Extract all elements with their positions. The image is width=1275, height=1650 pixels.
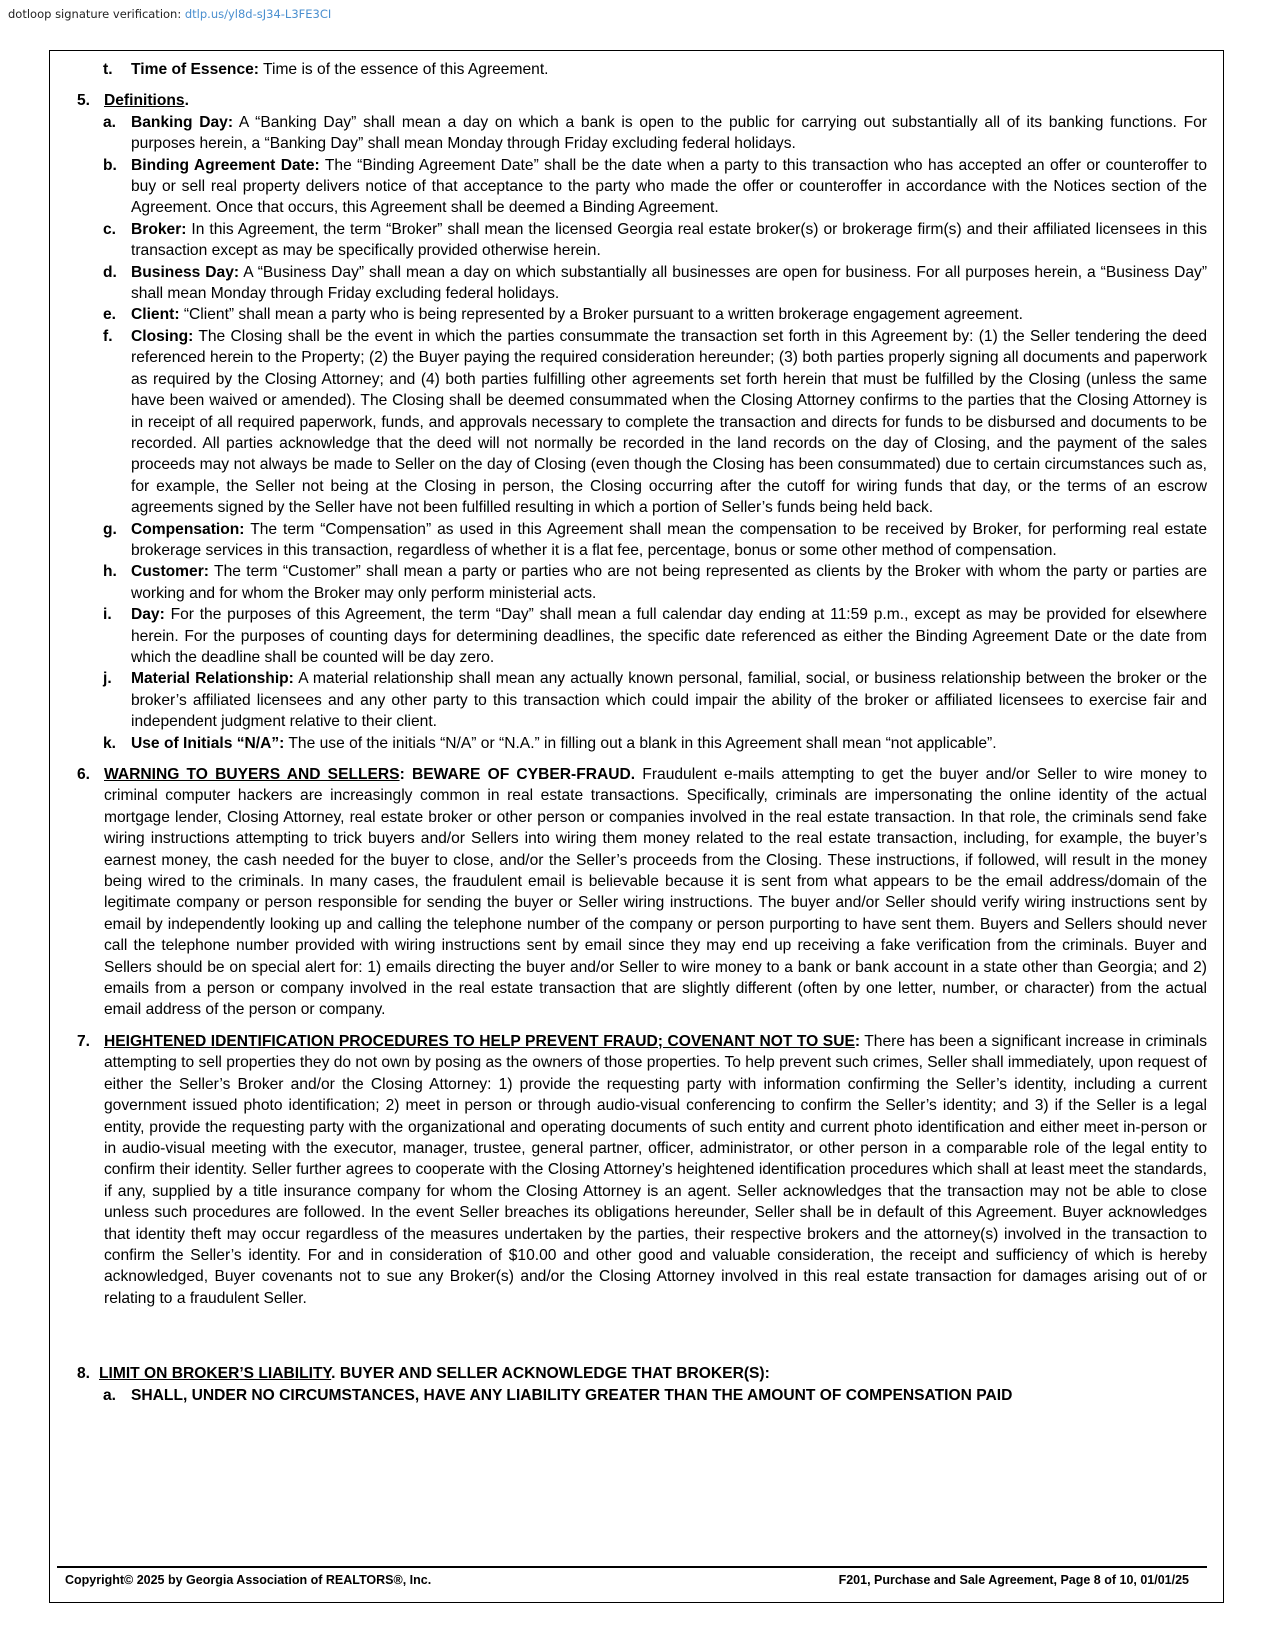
definition-text xyxy=(131,219,1207,262)
definition-item xyxy=(57,604,1207,668)
definition-label: d. xyxy=(103,263,117,281)
footer-form-info: F201, Purchase and Sale Agreement, Page 8 of 10, 01/01/25 xyxy=(838,1573,1189,1587)
clause-label: t. xyxy=(103,61,113,78)
section-heading-underlined: WARNING TO BUYERS AND SELLERS xyxy=(104,766,400,783)
clause-text xyxy=(131,59,1207,80)
definition-item xyxy=(57,668,1207,732)
definition-text xyxy=(131,326,1207,519)
section-heading-rest: : BEWARE OF CYBER-FRAUD. xyxy=(399,766,636,783)
section-number: 6. xyxy=(77,766,91,783)
section-7-heightened-identification xyxy=(57,1031,1207,1309)
clause-t xyxy=(57,59,1207,80)
definition-term: Broker: xyxy=(131,220,187,238)
definition-text xyxy=(131,304,1207,325)
definition-term: Binding Agreement Date: xyxy=(131,156,320,174)
section-body: There has been a significant increase in criminals attempting to sell properties they do not own by posing as the owners of those properties. To help prevent such crimes, Seller shall immediately, upon request of either the Seller’s Broker and/or the Closing Attorney: 1) provide the requesting party with information confirming the Seller’s identity, including a current government issued photo identification; 2) meet in person or through audio-visual conferencing to confirm the Seller’s identity; and 3) if the Seller is a legal entity, provide the requesting party with the organizational and operating documents of such entity and current photo identification and either meet in-person or in audio-visual meeting with the executor, manager, trustee, general partner, officer, administrator, or other person in a comparable role of the legal entity to confirm their identity. Seller further agrees to cooperate with the Closing Attorney’s heightened identification procedures which shall at least meet the standards, if any, supplied by a title insurance company for whom the Closing Attorney is an agent. Seller acknowledges that the transaction may not be able to close unless such procedures are followed. In the event Seller breaches its obligations hereunder, Seller shall be in default of this Agreement. Buyer acknowledges that identity theft may occur regardless of the measures undertaken by the parties, their respective brokers and the attorney(s) involved in the transaction to confirm the Seller’s identity. For and in consideration of $10.00 and other good and valuable consideration, the receipt and sufficiency of which is hereby acknowledged, Buyer covenants not to sue any Broker(s) and/or the Closing Attorney involved in this real estate transaction for damages arising out of or relating to a fraudulent Seller. xyxy=(104,1032,1207,1307)
section-heading-text: Definitions xyxy=(104,92,185,110)
definition-label: f. xyxy=(103,327,113,345)
definition-body: A material relationship shall mean any actually known personal, familial, social, or business relationship between the broker or the broker’s affiliated licensees and any other party to this transaction which could impair the ability of the broker or affiliated licensees to exercise fair and independent judgment relative to their client. xyxy=(131,670,1207,731)
definition-term: Banking Day: xyxy=(131,113,234,131)
section-number: 8. xyxy=(77,1365,91,1383)
definition-label: a. xyxy=(103,113,117,131)
definition-body: “Client” shall mean a party who is being represented by a Broker pursuant to a written brokerage engagement agreement. xyxy=(179,306,1023,324)
section-number: 5. xyxy=(77,92,91,110)
section-5-definitions xyxy=(57,90,1207,111)
definition-term: Compensation: xyxy=(131,520,245,538)
definition-term: Material Relationship: xyxy=(131,670,294,688)
definition-text xyxy=(131,112,1207,155)
definition-label: c. xyxy=(103,220,117,238)
section-heading-underlined: LIMIT ON BROKER’S LIABILITY xyxy=(99,1365,332,1383)
definition-item xyxy=(57,155,1207,219)
clause-label: a. xyxy=(103,1386,117,1404)
clause-text: SHALL, UNDER NO CIRCUMSTANCES, HAVE ANY LIABILITY GREATER THAN THE AMOUNT OF COMPENSATION PAID xyxy=(131,1386,1013,1404)
clause-term: Time of Essence: xyxy=(131,61,259,78)
section-6-cyber-fraud-warning xyxy=(57,764,1207,1021)
section-heading xyxy=(99,1363,1207,1384)
verification-link[interactable]: dtlp.us/yl8d-sJ34-L3FE3CI xyxy=(184,7,332,21)
clause-body: Time is of the essence of this Agreement. xyxy=(258,61,549,78)
definition-item xyxy=(57,219,1207,262)
definition-text xyxy=(131,733,1207,754)
definitions-list xyxy=(57,112,1207,754)
definition-item xyxy=(57,561,1207,604)
definition-text xyxy=(131,155,1207,219)
signature-verification xyxy=(8,7,331,21)
document-body xyxy=(57,59,1207,1406)
section-8-item-a xyxy=(57,1385,1207,1406)
definition-text xyxy=(131,262,1207,305)
definition-body: A “Business Day” shall mean a day on which substantially all businesses are open for business. For all purposes herein, a “Business Day” shall mean Monday through Friday excluding federal holidays. xyxy=(131,263,1208,303)
footer-copyright: Copyright© 2025 by Georgia Association of REALTORS®, Inc. xyxy=(65,1573,432,1587)
definition-label: j. xyxy=(103,670,112,688)
definition-body: The term “Compensation” as used in this Agreement shall mean the compensation to be received by Broker, for performing real estate brokerage services in this transaction, regardless of whether it is a flat fee, percentage, bonus or some other method of compensation. xyxy=(131,520,1207,559)
definition-body: The term “Customer” shall mean a party or parties who are not being represented as clients by the Broker with whom the party or parties are working and for whom the Broker may only perform ministerial acts. xyxy=(131,563,1207,602)
section-body: Fraudulent e-mails attempting to get the buyer and/or Seller to wire money to criminal computer hackers are increasingly common in real estate transactions. Specifically, criminals are impersonating the online identity of the actual mortgage lender, Closing Attorney, real estate broker or other person or companies involved in the real estate transaction. In that role, the criminals send fake wiring instructions attempting to trick buyers and/or Sellers into wiring them money related to the real estate transaction, including, for example, the buyer’s earnest money, the cash needed for the buyer to close, and/or the Seller’s proceeds from the Closing. These instructions, if followed, will result in the money being wired to the criminals. In many cases, the fraudulent email is believable because it is sent from what appears to be the email address/domain of the legitimate company or person responsible for sending the buyer or Seller wiring instructions. The buyer and/or Seller should verify wiring instructions sent by email by independently looking up and calling the telephone number of the company or person purporting to have sent them. Buyers and Sellers should never call the telephone number provided with wiring instructions sent by email since they may end up receiving a fake verification from the criminals. Buyer and Sellers should be on special alert for: 1) emails directing the buyer and/or Seller to wire money to a bank or bank account in a state other than Georgia; and 2) emails from a person or company involved in the real estate transaction that are slightly different (often by one letter, number, or character) from the actual email address of the person or company. xyxy=(104,766,1207,1019)
section-heading: Definitions. xyxy=(104,92,189,110)
definition-item xyxy=(57,733,1207,754)
section-8-broker-liability xyxy=(57,1363,1207,1384)
definition-item xyxy=(57,519,1207,562)
definition-body: The use of the initials “N/A” or “N.A.” in filling out a blank in this Agreement shall mean “not applicable”. xyxy=(284,734,997,752)
definition-body: For the purposes of this Agreement, the term “Day” shall mean a full calendar day ending at 11:59 p.m., except as may be provided for elsewhere herein. For the purposes of counting days for determining deadlines, the specific date referenced as either the Binding Agreement Date or the date from which the deadline shall be counted will be day zero. xyxy=(131,606,1207,666)
definition-body: The “Binding Agreement Date” shall be the date when a party to this transaction who has accepted an offer or counteroffer to buy or sell real property delivers notice of that acceptance to the party who made the offer or counteroffer in accordance with the Notices section of the Agreement. Once that occurs, this Agreement shall be deemed a Binding Agreement. xyxy=(131,156,1207,217)
definition-item xyxy=(57,112,1207,155)
definition-item xyxy=(57,304,1207,325)
definition-term: Customer: xyxy=(131,563,209,581)
section-text xyxy=(104,1031,1207,1309)
definition-term: Day: xyxy=(131,606,165,624)
definition-text xyxy=(131,668,1207,732)
section-number: 7. xyxy=(77,1032,91,1050)
definition-text xyxy=(131,604,1207,668)
definition-item xyxy=(57,326,1207,519)
definition-term: Client: xyxy=(131,306,180,324)
section-heading-rest: : xyxy=(854,1032,861,1050)
definition-label: g. xyxy=(103,520,117,538)
section-heading-rest: . BUYER AND SELLER ACKNOWLEDGE THAT BROKER(S): xyxy=(331,1365,770,1383)
definition-label: k. xyxy=(103,734,117,752)
section-heading-underlined: HEIGHTENED IDENTIFICATION PROCEDURES TO HELP PREVENT FRAUD; COVENANT NOT TO SUE xyxy=(104,1032,855,1050)
section-text xyxy=(104,764,1207,1021)
definition-item xyxy=(57,262,1207,305)
verification-label: dotloop signature verification: xyxy=(8,7,182,21)
definition-text xyxy=(131,519,1207,562)
definition-label: b. xyxy=(103,156,117,174)
page-footer xyxy=(57,1566,1207,1587)
definition-label: i. xyxy=(103,606,112,624)
definition-text xyxy=(131,561,1207,604)
definition-term: Closing: xyxy=(131,327,194,345)
definition-body: The Closing shall be the event in which the parties consummate the transaction set forth in this Agreement by: (1) the Seller tendering the deed referenced herein to the Property; (2) the Buyer paying the required consideration hereunder; (3) both parties properly signing all documents and paperwork as required by the Closing Attorney; and (4) both parties fulfilling other agreements set forth herein that must be fulfilled by the Closing (unless the same have been waived or amended). The Closing shall be deemed consummated when the Closing Attorney confirms to the parties that the Closing Attorney is in receipt of all required paperwork, funds, and approvals necessary to complete the transaction and directs for funds to be disbursed and documents to be recorded. All parties acknowledge that the deed will not normally be recorded in the land records on the day of Closing, and the payment of the sales proceeds may not always be made to Seller on the day of Closing (even though the Closing has been consummated) due to certain circumstances such as, for example, the Seller not being at the Closing in person, the Closing occurring after the cutoff for wiring funds that day, or the terms of an escrow agreements signed by the Seller have not been fulfilled resulting in which a portion of Seller’s funds being held back. xyxy=(131,327,1207,517)
definition-body: A “Banking Day” shall mean a day on which a bank is open to the public for carrying out substantially all of its banking functions. For purposes herein, a “Banking Day” shall mean Monday through Friday excluding federal holidays. xyxy=(131,113,1207,153)
definition-term: Business Day: xyxy=(131,263,240,281)
definition-label: h. xyxy=(103,563,117,581)
definition-term: Use of Initials “N/A”: xyxy=(131,734,285,752)
definition-body: In this Agreement, the term “Broker” shall mean the licensed Georgia real estate broker(s) or brokerage firm(s) and their affiliated licensees in this transaction except as may be specifically provided otherwise herein. xyxy=(131,220,1207,260)
definition-label: e. xyxy=(103,306,117,324)
